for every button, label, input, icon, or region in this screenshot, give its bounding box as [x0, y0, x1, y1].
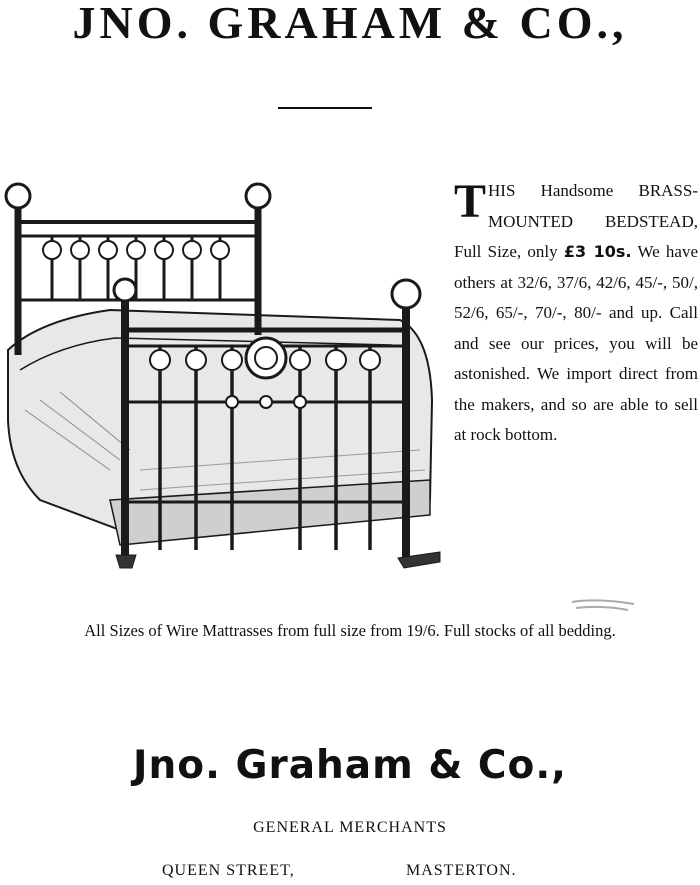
- bedstead-price: £3 10s.: [563, 242, 632, 261]
- footer-town: MASTERTON.: [406, 862, 517, 879]
- brass-bedstead-illustration: [0, 170, 450, 575]
- dropcap-letter: T: [454, 175, 487, 228]
- bedstead-description: [454, 176, 698, 451]
- footer-brand: Jno. Graham & Co.,: [133, 743, 567, 788]
- mattress-note: All Sizes of Wire Mattrasses from full size from 19/6. Full stocks of all bedding.: [84, 621, 616, 640]
- advertiser-heading: JNO. GRAHAM & CO.,: [72, 0, 628, 48]
- heading-divider: [278, 107, 372, 109]
- footer-street: QUEEN STREET,: [162, 862, 295, 879]
- footer-trade: GENERAL MERCHANTS: [253, 819, 447, 836]
- description-body-text: We have others at 32/6, 37/6, 42/6, 45/-, 50/, 52/6, 65/-, 70/-, 80/- and up. Call and see our prices, you will be astonished. We import direct from the makers, and so are able to sell at rock bottom.: [454, 242, 699, 444]
- print-smudge: [568, 596, 638, 614]
- description-lead-text: HIS Handsome BRASS-MOUNTED BEDSTEAD, Full Size, only: [454, 181, 698, 261]
